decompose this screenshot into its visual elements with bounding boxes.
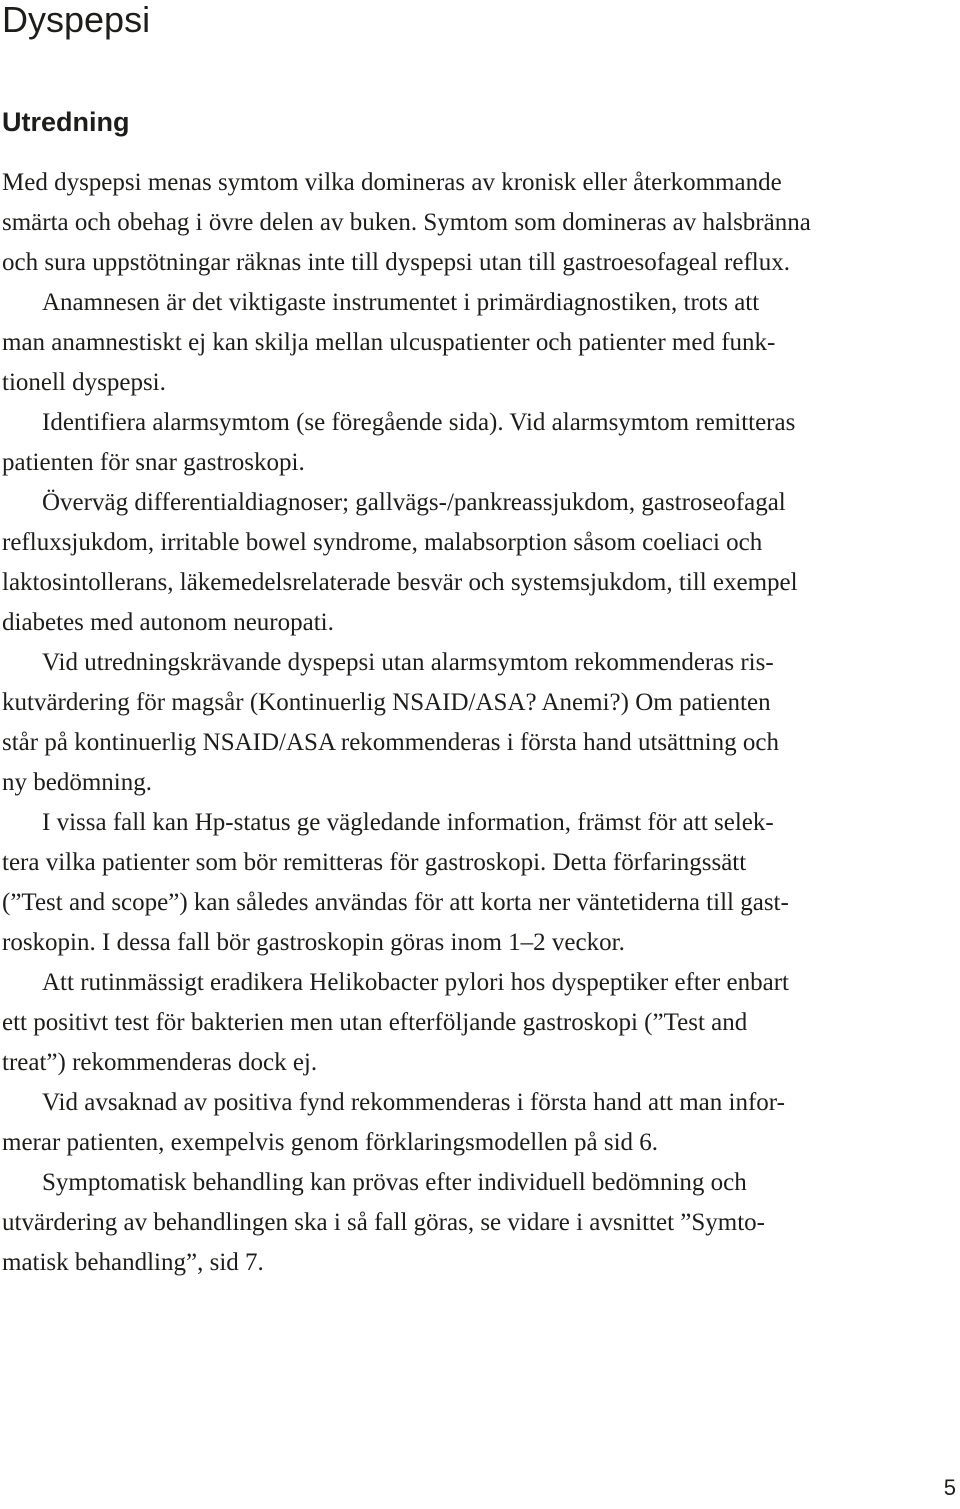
text-line: diabetes med autonom neuropati. — [2, 609, 334, 636]
page-title: Dyspepsi — [2, 0, 151, 40]
text-line: (”Test and scope”) kan således användas för att korta ner väntetiderna till gast- — [2, 889, 789, 916]
page-number: 5 — [943, 1475, 956, 1500]
text-line: merar patienten, exempelvis genom förklaringsmodellen på sid 6. — [2, 1129, 659, 1156]
paragraph — [2, 283, 958, 403]
text-line: ny bedömning. — [2, 769, 152, 796]
text-line: roskopin. I dessa fall bör gastroskopin göras inom 1–2 veckor. — [2, 929, 625, 956]
text-line: kutvärdering för magsår (Kontinuerlig NSAID/ASA? Anemi?) Om patienten — [2, 689, 771, 716]
paragraph — [2, 163, 958, 283]
text-line: matisk behandling”, sid 7. — [2, 1249, 264, 1276]
text-line: Vid utredningskrävande dyspepsi utan alarmsymtom rekommenderas ris- — [42, 649, 774, 676]
text-line: ett positivt test för bakterien men utan efterföljande gastroskopi (”Test and — [2, 1009, 748, 1036]
paragraph — [2, 1083, 958, 1163]
text-line: Med dyspepsi menas symtom vilka domineras av kronisk eller återkommande — [2, 169, 782, 196]
text-line: Att rutinmässigt eradikera Helikobacter pylori hos dyspeptiker efter enbart — [42, 969, 789, 996]
paragraph — [2, 1163, 958, 1283]
text-line: man anamnestiskt ej kan skilja mellan ulcuspatienter och patienter med funk- — [2, 329, 776, 356]
paragraph — [2, 643, 958, 803]
text-line: Symptomatisk behandling kan prövas efter individuell bedömning och — [42, 1169, 747, 1196]
text-line: refluxsjukdom, irritable bowel syndrome, malabsorption såsom coeliaci och — [2, 529, 763, 556]
paragraph — [2, 483, 958, 643]
text-line: Identifiera alarmsymtom (se föregående sida). Vid alarmsymtom remitteras — [42, 409, 796, 436]
text-line: Vid avsaknad av positiva fynd rekommenderas i första hand att man infor- — [42, 1089, 785, 1116]
text-line: Anamnesen är det viktigaste instrumentet i primärdiagnostiken, trots att — [42, 289, 760, 316]
text-line: står på kontinuerlig NSAID/ASA rekommenderas i första hand utsättning och — [2, 729, 779, 756]
text-line: Överväg differentialdiagnoser; gallvägs-/pankreassjukdom, gastroseofagal — [42, 489, 786, 516]
text-line: treat”) rekommenderas dock ej. — [2, 1049, 318, 1076]
text-line: laktosintollerans, läkemedelsrelaterade besvär och systemsjukdom, till exempel — [2, 569, 798, 596]
text-line: tionell dyspepsi. — [2, 369, 166, 396]
text-line: smärta och obehag i övre delen av buken. Symtom som domineras av halsbränna — [2, 209, 811, 236]
text-line: utvärdering av behandlingen ska i så fall göras, se vidare i avsnittet ”Symto- — [2, 1209, 765, 1236]
body-text — [2, 163, 958, 1283]
text-line: och sura uppstötningar räknas inte till dyspepsi utan till gastroesofageal reflux. — [2, 249, 791, 276]
text-line: tera vilka patienter som bör remitteras för gastroskopi. Detta förfaringssätt — [2, 849, 747, 876]
section-heading: Utredning — [2, 107, 130, 137]
text-line: I vissa fall kan Hp-status ge vägledande information, främst för att selek- — [42, 809, 774, 836]
paragraph — [2, 803, 958, 963]
paragraph — [2, 963, 958, 1083]
text-line: patienten för snar gastroskopi. — [2, 449, 305, 476]
paragraph — [2, 403, 958, 483]
